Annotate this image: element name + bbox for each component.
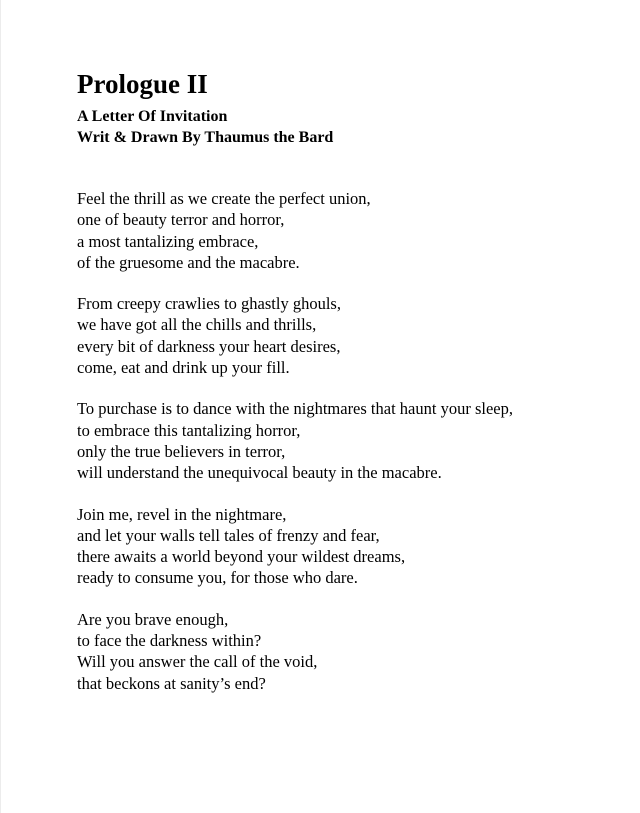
poem-line: to embrace this tantalizing horror, <box>77 420 301 440</box>
poem-line: ready to consume you, for those who dare. <box>77 568 358 588</box>
poem-line: to face the darkness within? <box>77 631 262 651</box>
poem-line: Will you answer the call of the void, <box>77 652 318 672</box>
subtitle-line: A Letter Of Invitation <box>77 108 228 125</box>
stanza <box>77 504 617 589</box>
poem-line: we have got all the chills and thrills, <box>77 315 317 335</box>
poem-line: and let your walls tell tales of frenzy and fear, <box>77 525 380 545</box>
poem-line: that beckons at sanity’s end? <box>77 673 266 693</box>
poem-line: From creepy crawlies to ghastly ghouls, <box>77 294 341 314</box>
stanza <box>77 188 617 273</box>
poem-line: one of beauty terror and horror, <box>77 210 285 230</box>
page-title: Prologue II <box>77 69 208 99</box>
poem-line: Join me, revel in the nightmare, <box>77 504 287 524</box>
poem-line: a most tantalizing embrace, <box>77 231 259 251</box>
author-line: Writ & Drawn By Thaumus the Bard <box>77 129 334 146</box>
poem-line: Are you brave enough, <box>77 609 229 629</box>
poem-line: Feel the thrill as we create the perfect union, <box>77 189 371 208</box>
stanza <box>77 398 617 483</box>
stanza <box>77 609 617 694</box>
poem-line: there awaits a world beyond your wildest dreams, <box>77 547 406 567</box>
poem-line: only the true believers in terror, <box>77 441 286 461</box>
poem-body <box>77 188 617 714</box>
poem-line: every bit of darkness your heart desires, <box>77 336 341 356</box>
poem-line: will understand the unequivocal beauty in the macabre. <box>77 463 442 483</box>
stanza <box>77 293 617 378</box>
poem-line: come, eat and drink up your fill. <box>77 358 290 378</box>
poem-line: of the gruesome and the macabre. <box>77 252 300 272</box>
document-header <box>77 66 333 148</box>
poem-line: To purchase is to dance with the nightmares that haunt your sleep, <box>77 399 513 419</box>
